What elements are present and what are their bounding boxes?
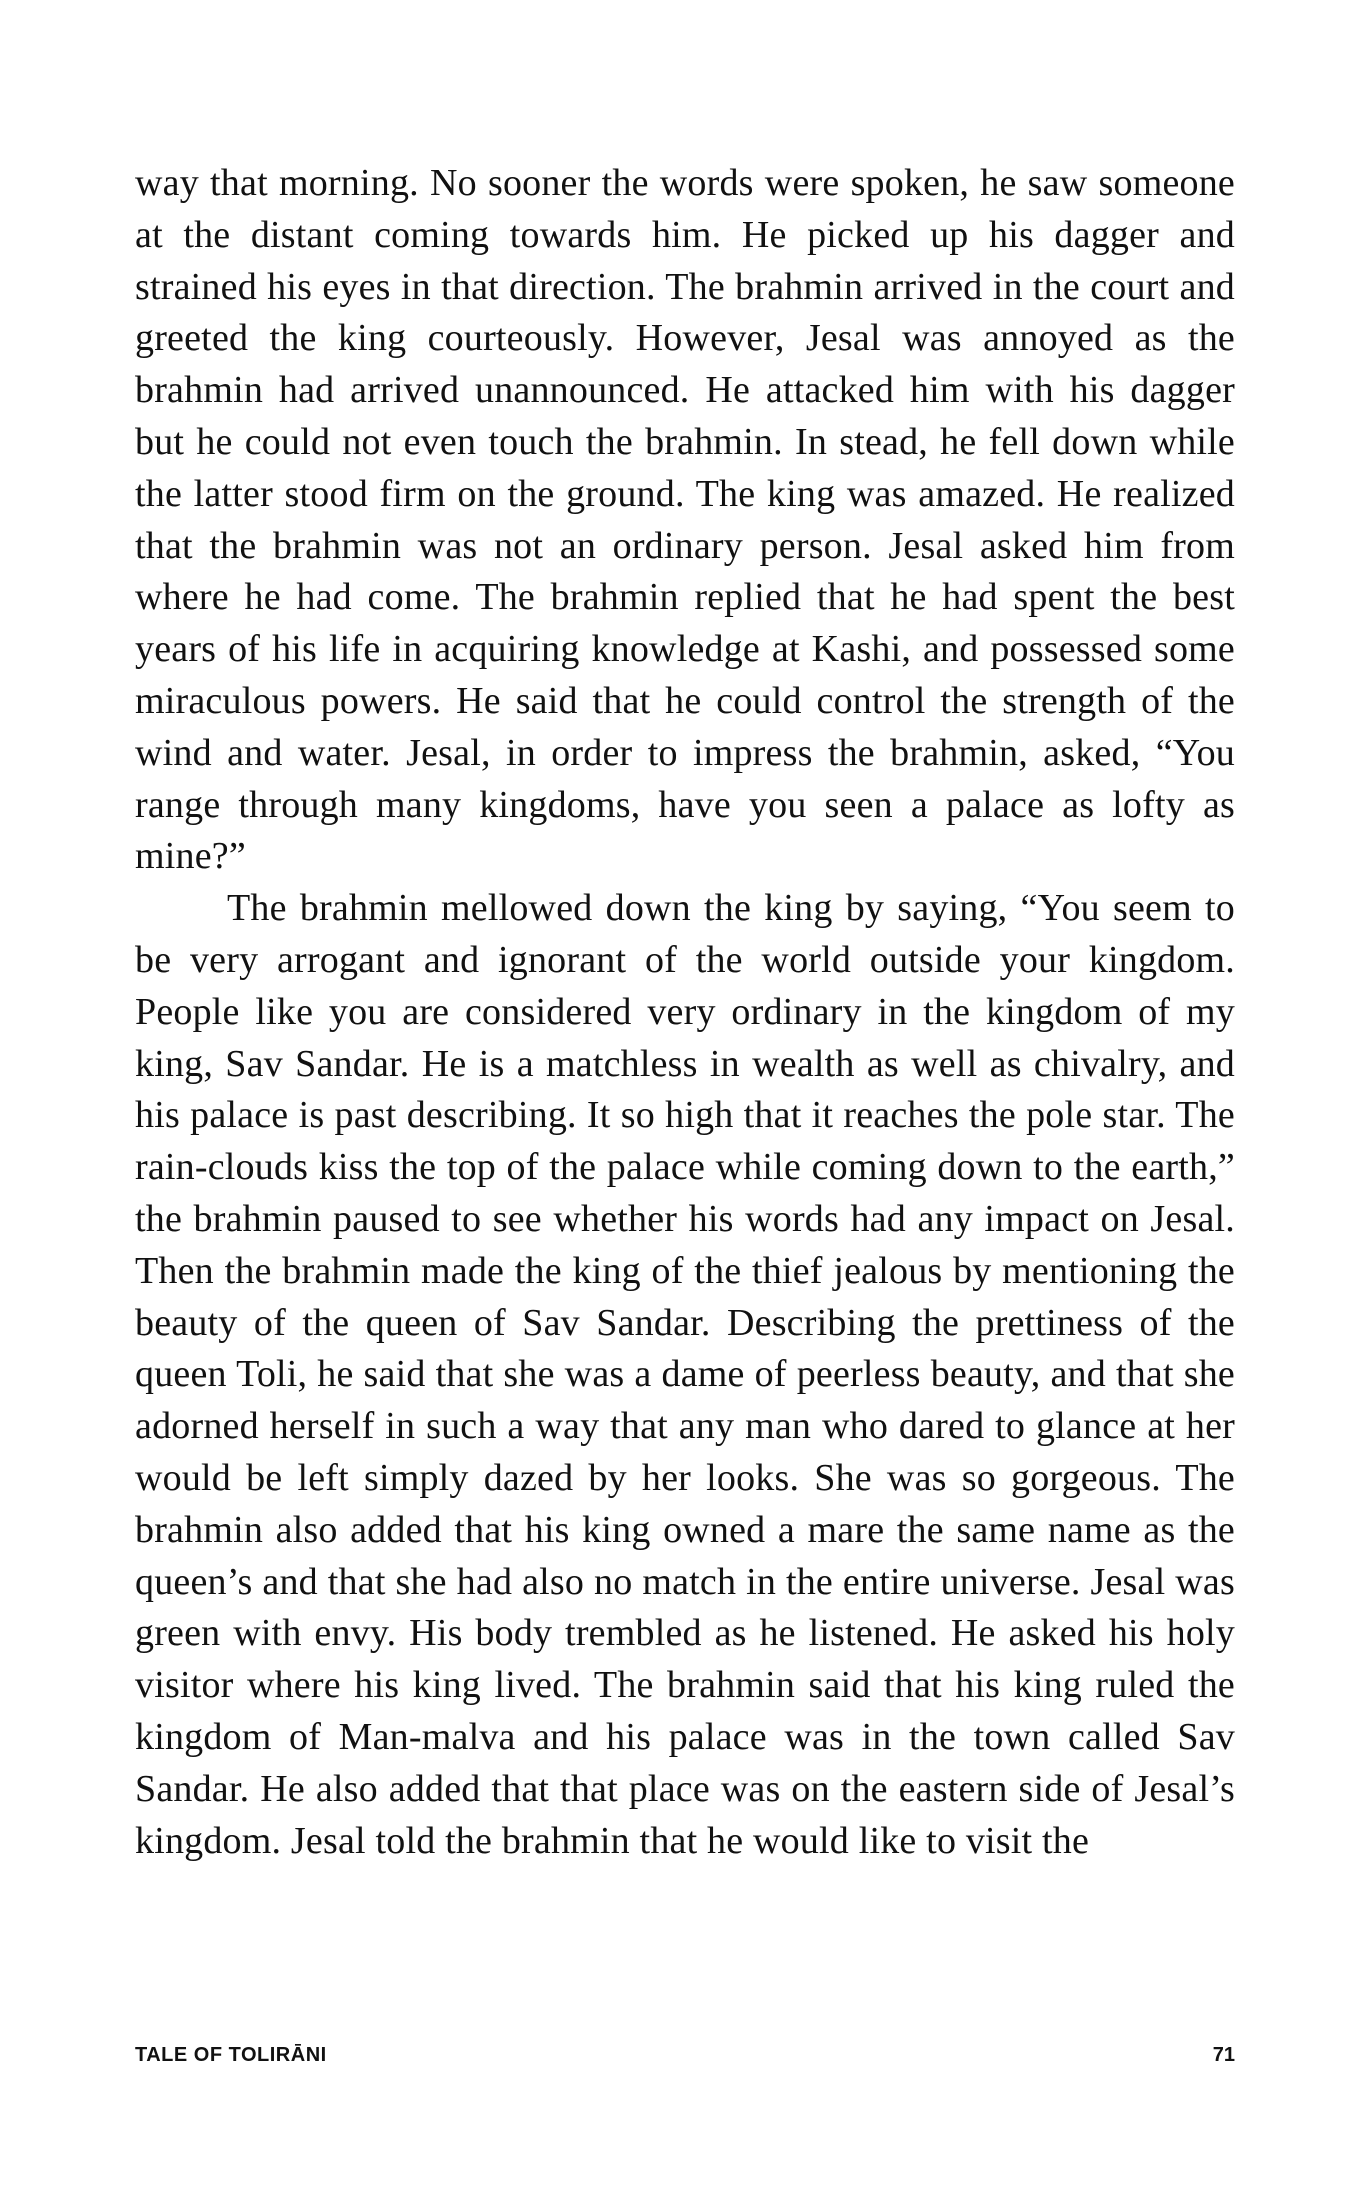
running-title: TALE OF TOLIRĀNI <box>135 2044 327 2066</box>
page-footer <box>135 2044 1235 2074</box>
paragraph-continued: way that morning. No sooner the words were spoken, he saw someone at the distant coming towards him. He picked up his dagger and strained his eyes in that direction. The brahmin arrived in the court and greeted the king courteously. However, Jesal was annoyed as the brahmin had arrived unannounced. He attacked him with his dagger but he could not even touch the brahmin. In stead, he fell down while the latter stood firm on the ground. The king was amazed. He realized that the brahmin was not an ordinary person. Jesal asked him from where he had come. The brahmin replied that he had spent the best years of his life in acquiring knowledge at Kashi, and possessed some miraculous powers. He said that he could control the strength of the wind and water. Jesal, in order to impress the brahmin, asked, “You range through many kingdoms, have you seen a palace as lofty as mine?” <box>135 162 1235 878</box>
page-number: 71 <box>1212 2044 1235 2066</box>
paragraph-brahmin-reply: The brahmin mellowed down the king by saying, “You seem to be very arrogant and ignorant of the world outside your kingdom. People like you are considered very ordinary in the kingdom of my king, Sav Sandar. He is a matchless in wealth as well as chivalry, and his palace is past describing. It so high that it reaches the pole star. The rain-clouds kiss the top of the palace while coming down to the earth,” the brahmin paused to see whether his words had any impact on Jesal. Then the brahmin made the king of the thief jealous by mentioning the beauty of the queen of Sav Sandar. Describing the prettiness of the queen Toli, he said that she was a dame of peerless beauty, and that she adorned herself in such a way that any man who dared to glance at her would be left simply dazed by her looks. She was so gorgeous. The brahmin also added that his king owned a mare the same name as the queen’s and that she had also no match in the entire universe. Jesal was green with envy. His body trembled as he listened. He asked his holy visitor where his king lived. The brahmin said that his king ruled the kingdom of Man-malva and his palace was in the town called Sav Sandar. He also added that that place was on the eastern side of Jesal’s kingdom. Jesal told the brahmin that he would like to visit the <box>135 887 1235 1862</box>
page-body <box>135 158 1235 1867</box>
